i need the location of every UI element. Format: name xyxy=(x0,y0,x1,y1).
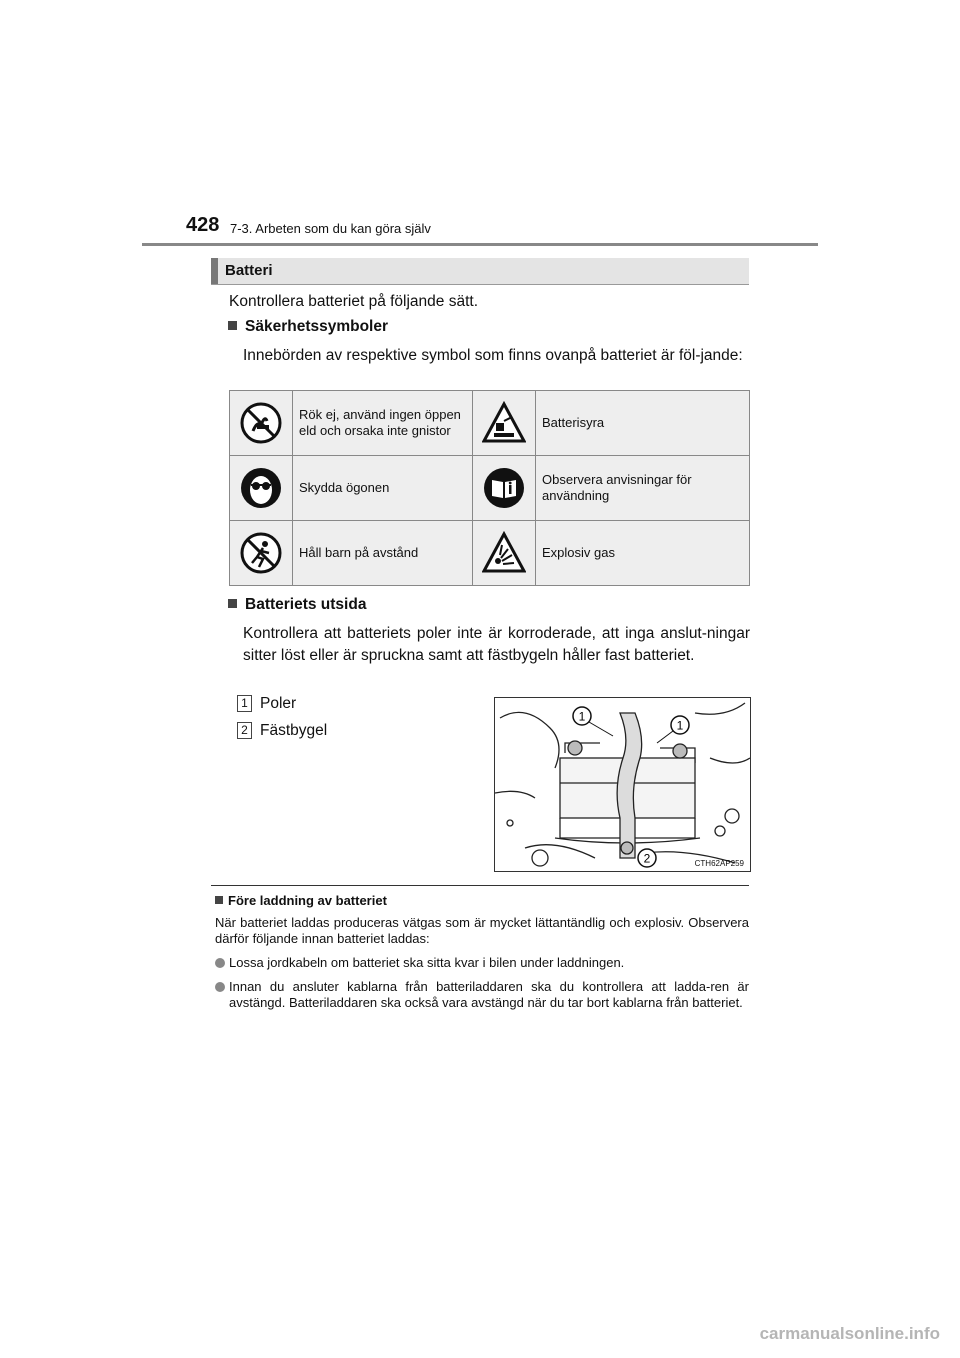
symbol-label-cell xyxy=(536,456,750,521)
note-bullet xyxy=(215,979,749,1011)
symbol-label: Batterisyra xyxy=(542,415,605,430)
section-title: Batteri xyxy=(225,262,273,279)
callout-2: 2 xyxy=(643,851,651,866)
page-number: 428 xyxy=(186,214,220,236)
symbol-cell xyxy=(230,391,293,456)
symbol-label: Skydda ögonen xyxy=(299,480,390,495)
symbol-cell xyxy=(230,456,293,521)
note-bullet xyxy=(215,955,749,971)
note-rule xyxy=(211,885,749,886)
safety-symbol-table xyxy=(229,390,750,586)
legend-number: 2 xyxy=(237,722,252,739)
callout-1-right: 1 xyxy=(676,718,684,733)
legend-label: Fästbygel xyxy=(260,722,328,739)
note-bullet-text: Innan du ansluter kablarna från batteriladdaren ska du kontrollera att ladda-ren är avstängd. Batteriladdaren ska också vara avstängd när du tar bort kablarna från batteriet. xyxy=(229,979,749,1010)
symbol-label-cell xyxy=(536,391,750,456)
keep-children-away-icon xyxy=(239,531,283,575)
figure-code: CTH62AP259 xyxy=(694,859,744,868)
no-smoking-icon xyxy=(239,401,283,445)
symbol-label-cell xyxy=(293,521,473,586)
section-title-bar xyxy=(211,258,749,285)
safety-text: Innebörden av respektive symbol som finns ovanpå batteriet är föl-jande: xyxy=(243,347,743,364)
section-accent xyxy=(211,258,218,284)
exterior-heading xyxy=(228,596,366,614)
exterior-heading-text: Batteriets utsida xyxy=(245,596,367,613)
symbol-cell xyxy=(473,456,536,521)
callout-1-left: 1 xyxy=(578,709,586,724)
legend-item xyxy=(237,693,296,715)
battery-drawing xyxy=(495,698,750,871)
symbol-label-cell xyxy=(293,456,473,521)
explosive-gas-icon xyxy=(482,531,526,575)
legend-item xyxy=(237,720,327,742)
note-heading xyxy=(215,893,387,908)
symbol-label-cell xyxy=(536,521,750,586)
square-bullet-icon xyxy=(228,599,237,608)
header-rule xyxy=(142,243,818,246)
dot-bullet-icon xyxy=(215,982,225,992)
read-manual-icon xyxy=(482,466,526,510)
legend-label: Poler xyxy=(260,695,297,712)
safety-heading-text: Säkerhetssymboler xyxy=(245,318,389,335)
symbol-label: Observera anvisningar för användning xyxy=(542,472,692,503)
eye-protection-icon xyxy=(239,466,283,510)
note-heading-text: Före laddning av batteriet xyxy=(228,893,387,908)
symbol-label-cell xyxy=(293,391,473,456)
safety-heading xyxy=(228,318,388,336)
symbol-cell xyxy=(473,391,536,456)
note-text: När batteriet laddas produceras vätgas som är mycket lättantändlig och explosiv. Observera därför följande innan batteriet laddas: xyxy=(215,915,749,946)
battery-acid-icon xyxy=(482,401,526,445)
square-bullet-icon xyxy=(215,896,223,904)
symbol-cell xyxy=(230,521,293,586)
battery-illustration xyxy=(494,697,751,872)
dot-bullet-icon xyxy=(215,958,225,968)
symbol-label: Rök ej, använd ingen öppen eld och orsaka inte gnistor xyxy=(299,407,461,438)
legend-number: 1 xyxy=(237,695,252,712)
symbol-label: Håll barn på avstånd xyxy=(299,545,419,560)
intro-text: Kontrollera batteriet på följande sätt. xyxy=(229,293,479,310)
exterior-text: Kontrollera att batteriets poler inte är korroderade, att inga anslut-ningar sitter löst eller är spruckna samt att fästbygeln håller fast batteriet. xyxy=(243,625,750,664)
note-bullet-text: Lossa jordkabeln om batteriet ska sitta kvar i bilen under laddningen. xyxy=(229,955,625,970)
square-bullet-icon xyxy=(228,321,237,330)
chapter-title: 7-3. Arbeten som du kan göra själv xyxy=(230,221,431,236)
symbol-label: Explosiv gas xyxy=(542,545,615,560)
symbol-cell xyxy=(473,521,536,586)
watermark: carmanualsonline.info xyxy=(759,1324,940,1343)
